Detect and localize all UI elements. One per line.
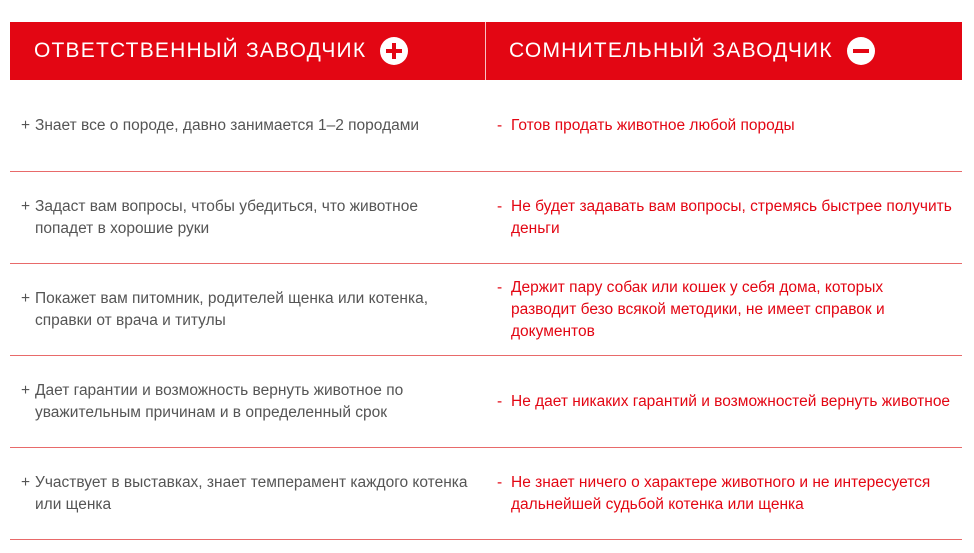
plus-marker: + [21, 289, 31, 307]
bad-trait-text: Готов продать животное любой породы [511, 116, 795, 134]
bad-trait-text: Не дает никаких гарантий и возможностей вернуть животное [511, 392, 951, 410]
good-trait-text: Задаст вам вопросы, чтобы убедиться, что животное попадет в хорошие руки [35, 197, 418, 237]
bad-trait-cell [486, 115, 962, 137]
plus-circle-icon [380, 37, 408, 65]
table-row [10, 356, 962, 448]
plus-marker: + [21, 381, 31, 399]
good-trait-text: Участвует в выставках, знает темперамент каждого котенка или щенка [35, 473, 468, 513]
header-right-title: СОМНИТЕЛЬНЫЙ ЗАВОДЧИК [509, 39, 833, 62]
bad-trait-text: Не будет задавать вам вопросы, стремясь быстрее получить деньги [511, 197, 952, 237]
bad-trait-text: Держит пару собак или кошек у себя дома, которых разводит безо всякой методики, не имеет справок и документов [511, 278, 885, 340]
good-trait-cell [10, 288, 486, 332]
table-row [10, 172, 962, 264]
good-trait-cell [10, 472, 486, 516]
header-doubtful-breeder [486, 22, 962, 80]
minus-marker: - [497, 473, 503, 491]
bad-trait-cell [486, 196, 962, 240]
table-row [10, 80, 962, 172]
plus-marker: + [21, 473, 31, 491]
good-trait-cell [10, 196, 486, 240]
header-responsible-breeder [10, 22, 486, 80]
bad-trait-text: Не знает ничего о характере животного и не интересуется дальнейшей судьбой котенка или щенка [511, 473, 931, 513]
table-row [10, 448, 962, 540]
plus-marker: + [21, 197, 31, 215]
good-trait-cell [10, 380, 486, 424]
good-trait-text: Покажет вам питомник, родителей щенка или котенка, справки от врача и титулы [35, 289, 429, 329]
bad-trait-cell [486, 391, 962, 413]
good-trait-cell [10, 115, 486, 137]
minus-marker: - [497, 116, 503, 134]
minus-marker: - [497, 278, 503, 296]
bad-trait-cell [486, 472, 962, 516]
minus-marker: - [497, 392, 503, 410]
minus-circle-icon [847, 37, 875, 65]
plus-marker: + [21, 116, 31, 134]
bad-trait-cell [486, 277, 962, 343]
minus-marker: - [497, 197, 503, 215]
comparison-table [10, 22, 962, 540]
table-row [10, 264, 962, 356]
header-left-title: ОТВЕТСТВЕННЫЙ ЗАВОДЧИК [34, 39, 367, 62]
good-trait-text: Дает гарантии и возможность вернуть животное по уважительным причинам и в определенный срок [35, 381, 404, 421]
table-header [10, 22, 962, 80]
good-trait-text: Знает все о породе, давно занимается 1–2 породами [35, 116, 420, 134]
